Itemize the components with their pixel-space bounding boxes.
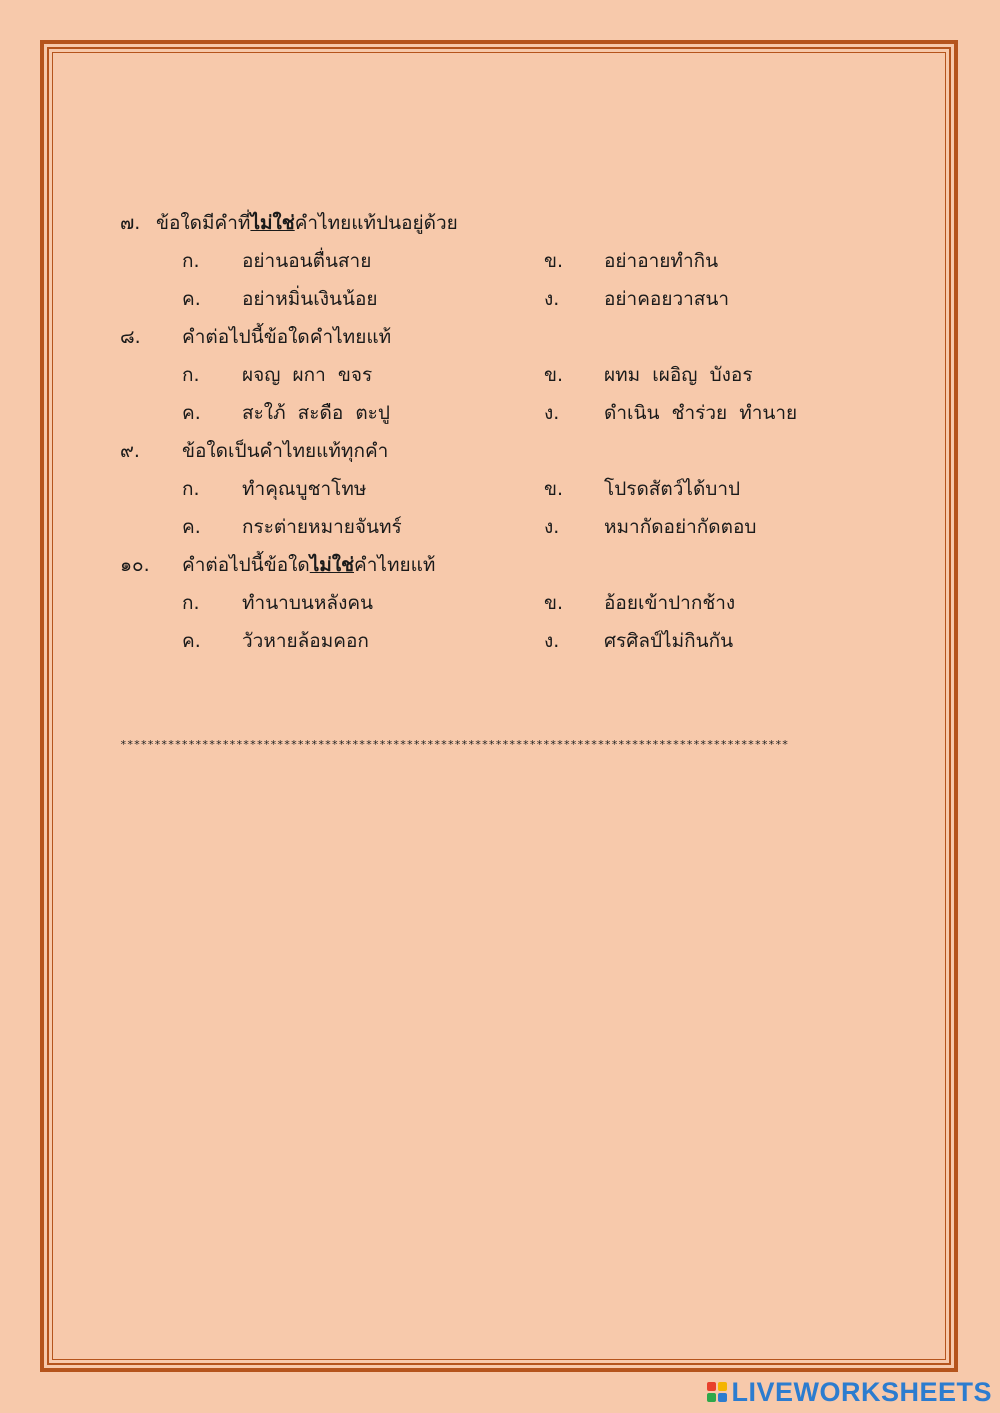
option-text[interactable]: ผทม เผอิญ บังอร [604, 364, 753, 386]
option-row [120, 470, 880, 508]
option-text[interactable]: วัวหายล้อมคอก [242, 630, 369, 652]
question-number: ๗. [120, 212, 141, 234]
option-text[interactable]: อย่าหมิ่นเงินน้อย [242, 288, 378, 310]
option-text[interactable]: ทำคุณบูชาโทษ [242, 478, 367, 500]
question-text [182, 318, 391, 356]
question-number: ๘. [120, 326, 141, 348]
option-letter: ค. [182, 630, 201, 652]
question-text-part: คำต่อไปนี้ข้อใดคำไทยแท้ [182, 326, 392, 348]
option-letter: ก. [182, 592, 200, 614]
option-letter: ง. [544, 630, 560, 652]
option-row [120, 356, 880, 394]
liveworksheets-logo[interactable] [707, 1376, 992, 1408]
option-letter: ข. [544, 592, 564, 614]
worksheet-content [120, 204, 880, 660]
option-letter: ง. [544, 516, 560, 538]
question-emphasis: ไม่ใช่ [309, 554, 355, 576]
logo-mark-square [718, 1382, 727, 1391]
option-row [120, 242, 880, 280]
option-letter: ก. [182, 364, 200, 386]
logo-mark-icon [707, 1382, 727, 1402]
option-text[interactable]: อย่านอนตื่นสาย [242, 250, 372, 272]
question-7 [120, 204, 880, 242]
option-text[interactable]: อ้อยเข้าปากช้าง [604, 592, 736, 614]
option-text[interactable]: ศรศิลป์ไม่กินกัน [604, 630, 734, 652]
question-8 [120, 318, 880, 356]
option-row [120, 584, 880, 622]
option-letter: ง. [544, 402, 560, 424]
option-letter: ค. [182, 516, 201, 538]
question-text-part: ข้อใดมีคำที่ [156, 212, 251, 234]
option-row [120, 622, 880, 660]
option-letter: ข. [544, 364, 564, 386]
option-text[interactable]: ทำนาบนหลังคน [242, 592, 374, 614]
question-text-part: ข้อใดเป็นคำไทยแท้ทุกคำ [182, 440, 389, 462]
option-letter: ข. [544, 250, 564, 272]
question-text [182, 546, 435, 584]
separator-line: ************************************************************************************************** [120, 738, 789, 751]
question-9 [120, 432, 880, 470]
option-letter: ข. [544, 478, 564, 500]
option-letter: ก. [182, 478, 200, 500]
question-text [182, 432, 388, 470]
question-number: ๙. [120, 440, 140, 462]
logo-text: LIVEWORKSHEETS [731, 1376, 992, 1407]
option-text[interactable]: หมากัดอย่ากัดตอบ [604, 516, 757, 538]
logo-mark-square [707, 1382, 716, 1391]
option-text[interactable]: โปรดสัตว์ได้บาป [604, 478, 741, 500]
question-number: ๑๐. [120, 554, 150, 576]
option-text[interactable]: สะใภ้ สะดือ ตะปู [242, 402, 390, 424]
logo-mark-square [707, 1393, 716, 1402]
question-text-part: คำไทยแท้ปนอยู่ด้วย [294, 212, 458, 234]
option-letter: ค. [182, 402, 201, 424]
option-text[interactable]: อย่าอายทำกิน [604, 250, 719, 272]
option-letter: ก. [182, 250, 200, 272]
option-letter: ง. [544, 288, 560, 310]
option-letter: ค. [182, 288, 201, 310]
question-text-part: คำต่อไปนี้ข้อใด [182, 554, 310, 576]
question-emphasis: ไม่ใช่ [250, 212, 295, 234]
question-text-part: คำไทยแท้ [354, 554, 436, 576]
question-text [156, 204, 458, 242]
option-text[interactable]: ผจญ ผกา ขจร [242, 364, 373, 386]
option-row [120, 394, 880, 432]
option-text[interactable]: อย่าคอยวาสนา [604, 288, 730, 310]
option-text[interactable]: กระต่ายหมายจันทร์ [242, 516, 402, 538]
logo-mark-square [718, 1393, 727, 1402]
option-row [120, 280, 880, 318]
option-text[interactable]: ดำเนิน ชำร่วย ทำนาย [604, 402, 798, 424]
question-10 [120, 546, 880, 584]
option-row [120, 508, 880, 546]
